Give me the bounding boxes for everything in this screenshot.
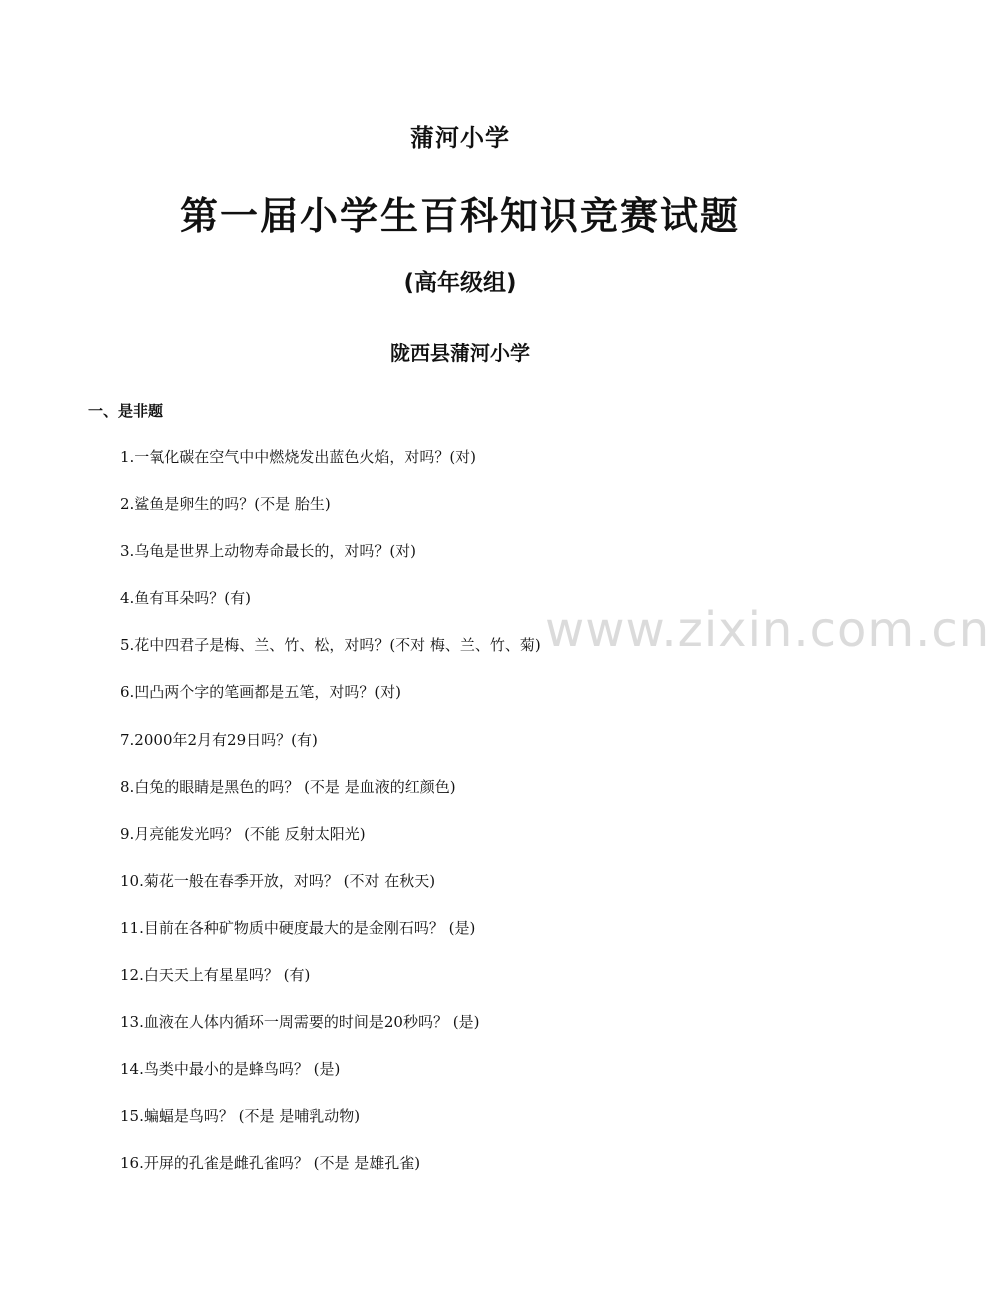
question-item: 1.一氧化碳在空气中中燃烧发出蓝色火焰，对吗？(对) <box>120 448 477 466</box>
question-item: 10.菊花一般在春季开放，对吗？ (不对 在秋天) <box>120 871 436 890</box>
school-name: 蒲河小学 <box>410 124 510 152</box>
question-item: 5.花中四君子是梅、兰、竹、松，对吗？(不对 梅、兰、竹、菊) <box>120 636 541 655</box>
question-item: 14.鸟类中最小的是蜂鸟吗？ (是) <box>120 1060 341 1079</box>
question-item: 9.月亮能发光吗？ (不能 反射太阳光) <box>120 824 366 843</box>
question-item: 2.鲨鱼是卵生的吗？(不是 胎生) <box>120 495 331 514</box>
section-heading: 一、是非题 <box>88 402 164 420</box>
question-item: 4.鱼有耳朵吗？(有) <box>120 589 252 608</box>
organization-name: 陇西县蒲河小学 <box>390 341 530 365</box>
page-title: 第一届小学生百科知识竞赛试题 <box>179 194 740 238</box>
question-item: 8.白兔的眼睛是黑色的吗？ (不是 是血液的红颜色) <box>120 777 456 796</box>
question-list <box>120 446 541 1200</box>
question-item: 12.白天天上有星星吗？ (有) <box>120 966 311 985</box>
question-item: 13.血液在人体内循环一周需要的时间是20秒吗？ (是) <box>120 1013 480 1032</box>
watermark: www.zixin.com.cn <box>545 602 990 658</box>
question-item: 16.开屏的孔雀是雌孔雀吗？ (不是 是雄孔雀) <box>120 1154 421 1173</box>
question-item: 3.乌龟是世界上动物寿命最长的，对吗？(对) <box>120 542 417 561</box>
question-item: 11.目前在各种矿物质中硬度最大的是金刚石吗？ (是) <box>120 918 476 937</box>
page-subtitle: (高年级组) <box>403 270 517 296</box>
question-item: 6.凹凸两个字的笔画都是五笔，对吗？(对) <box>120 683 402 702</box>
question-item: 15.蝙蝠是鸟吗？ (不是 是哺乳动物) <box>120 1107 361 1126</box>
question-item: 7.2000年2月有29日吗？(有) <box>120 730 318 749</box>
